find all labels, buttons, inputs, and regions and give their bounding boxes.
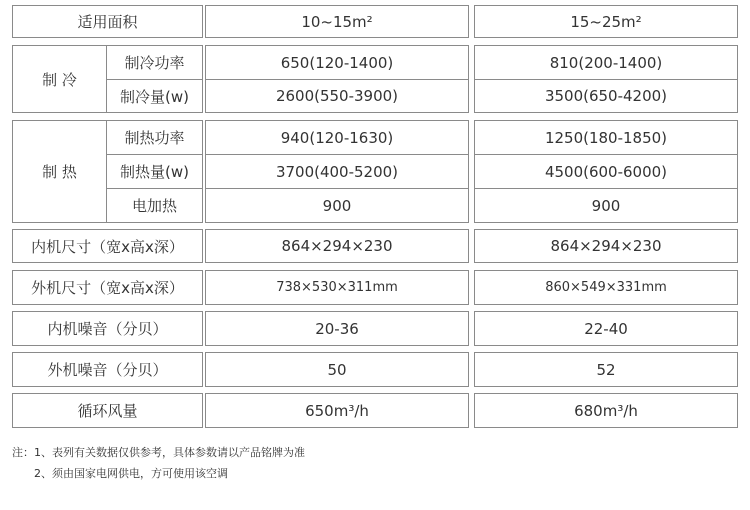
indoor-size-label-cell <box>12 229 203 263</box>
indoor-noise-label-cell <box>12 311 203 346</box>
heating-capacity-col2-value: 4500(600-6000) <box>544 162 668 181</box>
cooling-capacity-label: 制冷量(w) <box>120 87 189 106</box>
outdoor-size-col2-cell <box>474 270 738 305</box>
heating-power-label-cell <box>106 120 203 155</box>
indoor-size-col2-cell <box>474 229 738 263</box>
indoor-noise-col1-value: 20-36 <box>315 319 359 338</box>
cooling-power-label-cell <box>106 45 203 80</box>
airflow-label: 循环风量 <box>77 402 138 420</box>
heating-capacity-label: 制热量(w) <box>120 163 189 181</box>
outdoor-noise-col1-value: 50 <box>327 360 347 379</box>
airflow-col1-value: 650m³/h <box>305 401 369 420</box>
area-label-cell <box>12 5 203 38</box>
indoor-noise-label: 内机噪音（分贝） <box>47 320 168 338</box>
heating-electric-col2-cell <box>474 188 738 223</box>
cooling-power-label: 制冷功率 <box>124 54 185 72</box>
outdoor-size-label-cell <box>12 270 203 305</box>
heating-power-col2-value: 1250(180-1850) <box>544 128 668 147</box>
indoor-noise-col1-cell <box>205 311 469 346</box>
outdoor-noise-label: 外机噪音（分贝） <box>47 361 168 379</box>
outdoor-noise-col2-value: 52 <box>596 360 616 379</box>
outdoor-size-col1-value: 738×530×311mm <box>276 280 398 295</box>
cooling-capacity-col2-value: 3500(650-4200) <box>544 87 668 105</box>
heating-electric-label: 电加热 <box>131 197 177 215</box>
footnotes <box>12 442 305 484</box>
heating-group-label: 制 热 <box>42 163 77 181</box>
area-label: 适用面积 <box>77 13 138 31</box>
heating-electric-col1-value: 900 <box>322 196 352 215</box>
indoor-size-col1-cell <box>205 229 469 263</box>
indoor-size-col2-value: 864×294×230 <box>550 237 662 255</box>
outdoor-size-col2-value: 860×549×331mm <box>545 280 667 295</box>
heating-capacity-col2-cell <box>474 154 738 189</box>
indoor-size-col1-value: 864×294×230 <box>281 237 393 255</box>
heating-electric-col1-cell <box>205 188 469 223</box>
cooling-capacity-col1-cell <box>205 79 469 113</box>
area-col2-value: 15~25m² <box>570 12 642 31</box>
heating-power-col1-cell <box>205 120 469 155</box>
heating-power-col2-cell <box>474 120 738 155</box>
indoor-noise-col2-cell <box>474 311 738 346</box>
cooling-power-col1-value: 650(120-1400) <box>280 53 394 72</box>
heating-power-col1-value: 940(120-1630) <box>280 128 394 147</box>
heating-capacity-col1-value: 3700(400-5200) <box>275 162 399 181</box>
area-col1-value: 10~15m² <box>301 12 373 31</box>
outdoor-size-label: 外机尺寸（宽x高x深） <box>31 279 184 297</box>
footnote-1: 注：1、表列有关数据仅供参考，具体参数请以产品铭牌为准 <box>12 446 305 459</box>
cooling-group-label: 制 冷 <box>42 70 77 89</box>
cooling-power-col2-value: 810(200-1400) <box>549 53 663 72</box>
heating-power-label: 制热功率 <box>124 129 185 147</box>
heating-group-cell <box>12 120 107 223</box>
area-col1-cell <box>205 5 469 38</box>
indoor-noise-col2-value: 22-40 <box>584 319 628 338</box>
cooling-power-col1-cell <box>205 45 469 80</box>
outdoor-noise-col2-cell <box>474 352 738 387</box>
area-col2-cell <box>474 5 738 38</box>
heating-capacity-label-cell <box>106 154 203 189</box>
cooling-capacity-col2-cell <box>474 79 738 113</box>
airflow-label-cell <box>12 393 203 428</box>
airflow-col2-value: 680m³/h <box>574 401 638 420</box>
cooling-capacity-col1-value: 2600(550-3900) <box>275 87 399 105</box>
outdoor-noise-label-cell <box>12 352 203 387</box>
airflow-col1-cell <box>205 393 469 428</box>
footnote-2: 2、须由国家电网供电，方可使用该空调 <box>34 467 228 480</box>
heating-electric-col2-value: 900 <box>591 196 621 215</box>
outdoor-noise-col1-cell <box>205 352 469 387</box>
heating-capacity-col1-cell <box>205 154 469 189</box>
outdoor-size-col1-cell <box>205 270 469 305</box>
cooling-group-cell <box>12 45 107 113</box>
heating-electric-label-cell <box>106 188 203 223</box>
airflow-col2-cell <box>474 393 738 428</box>
cooling-capacity-label-cell <box>106 79 203 113</box>
indoor-size-label: 内机尺寸（宽x高x深） <box>31 237 184 256</box>
cooling-power-col2-cell <box>474 45 738 80</box>
